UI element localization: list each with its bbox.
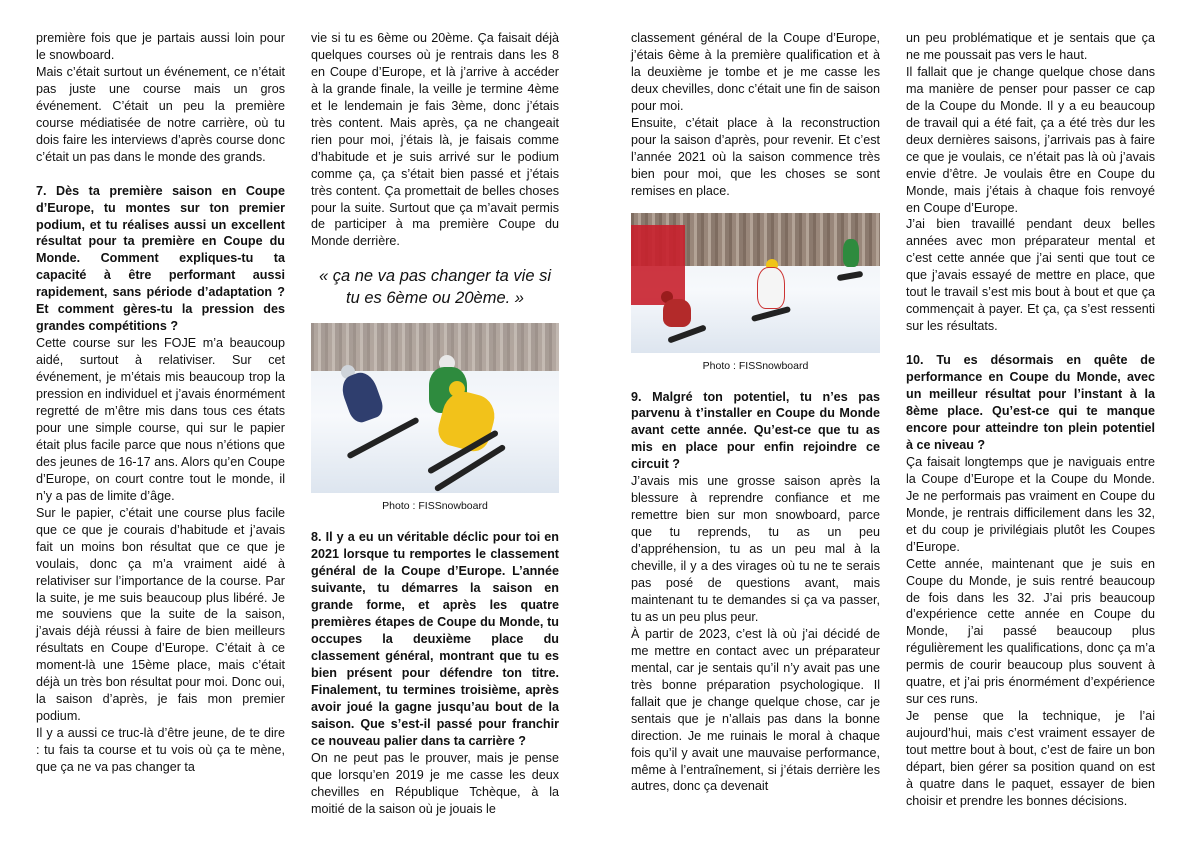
paragraph: J’avais mis une grosse saison après la blessure à reprendre confiance et me remettre bien sur mon snowboard, parce que tu reprends, tu as un peu d’appréhension, tu as un peu mal à la cheville, il y a des virages où tu ne te serais pas posé de questions avant, mais maintenant tu te demandes si ça va passer, tu as un peu plus peur. [631,474,880,624]
paragraph: Ensuite, c’était place à la reconstruction pour la saison d’après, pour revenir. Et c’est l’année 2021 où la saison commence très bien pour moi, que les choses se sont remises en place. [631,115,880,198]
paragraph: Cette course sur les FOJE m’a beaucoup aidé, surtout à relativiser. Sur cet événement, je m’étais mis beaucoup trop la pression en individuel et j’avais énormément regretté de m’être mis dans tous ces états pour une simple course, qui sur le papier était plus facile parce que nous n’étions que des jeunes de 16-17 ans. Alors qu’en Coupe d’Europe, on court contre tout le monde, il n’y a pas de limite d’âge. [36,336,285,503]
column-1 [36,30,285,776]
paragraph: Il fallait que je change quelque chose dans ma manière de penser pour passer ce cap de la Coupe du Monde. Il y a eu beaucoup de travail qui a été fait, ça a été très dur les deux dernières saisons, j’arrivais pas à faire ce que je voulais, ce n’était pas là où j’avais envie d’être. Je voulais être en Coupe du Monde, mais j’étais à chaque fois renvoyé en Coupe d’Europe. [906,64,1155,215]
question-8: 8. Il y a eu un véritable déclic pour toi en 2021 lorsque tu remportes le classement général de la Coupe d’Europe. L’année suivante, tu démarres la saison en grande forme, et après les quatre premières étapes de Coupe du Monde, tu occupes la deuxième place du classement général, montrant que tu es bien présent pour défendre ton titre. Finalement, tu termines troisième, après avoir joué la gagne jusqu’au bout de la saison. Que s’est-il passé pour franchir ce nouveau palier dans ta carrière ? [311,530,559,748]
paragraph: On ne peut pas le prouver, mais je pense que lorsqu’en 2019 je me casse les deux chevilles en République Tchèque, à la moitié de la saison où je jouais le [311,750,559,816]
paragraph: un peu problématique et je sentais que ça ne me poussait pas vers le haut. [906,31,1155,62]
question-9: 9. Malgré ton potentiel, tu n’es pas parvenu à t’installer en Coupe du Monde avant cette année. Qu’est-ce que tu as mis en place pour enfin rejoindre ce circuit ? [631,389,880,472]
column-4 [906,30,1155,810]
column-2 [311,30,559,818]
photo-caption: Photo : FISSnowboard [702,359,809,372]
paragraph: Je pense que la technique, je l’ai aujourd’hui, mais c’est vraiment essayer de tout mettre bout à bout, c’est de faire un bon départ, bien gérer sa position quand on est à quatre dans le paquet, essayer de bien choisir et prendre les bonnes décisions. [906,709,1155,808]
photo-caption: Photo : FISSnowboard [382,500,488,513]
question-10: 10. Tu es désormais en quête de performance en Coupe du Monde, avec un meilleur résultat pour l’instant à la 8ème place. Qu’est-ce qui te manque encore pour atteindre ton plein potentiel à ce niveau ? [906,353,1155,452]
paragraph: Ça faisait longtemps que je naviguais entre la Coupe d’Europe et la Coupe du Monde. Je ne performais pas vraiment en Coupe du Monde, je rentrais difficilement dans les 32, et du coup je privilégiais plutôt les Coupes d’Europe. [906,454,1155,554]
paragraph: première fois que je partais aussi loin pour le snowboard. [36,31,285,62]
column-3 [631,30,880,795]
paragraph: Il y a aussi ce truc-là d’être jeune, de te dire : tu fais ta course et tu vois où ça te mène, que ça ne va pas changer ta [36,726,285,775]
photo-snowboard-race-1 [311,323,559,493]
paragraph: Cette année, maintenant que je suis en Coupe du Monde, je suis rentré beaucoup de fois dans les 32. J’ai pris beaucoup d’expérience cette année en Coupe du Monde, j’ai passé beaucoup plus régulièrement les qualifications, donc ça m’a permis de courir beaucoup plus souvent à quatre, et j’ai pris énormément d’expérience sur ces runs. [906,556,1155,707]
paragraph: À partir de 2023, c’est là où j’ai décidé de me mettre en contact avec un préparateur mental, car je sentais qu’il n’y avait pas une très bonne préparation psychologique. Il fallait que je change quelque chose, car je sentais que je n’allais pas dans la bonne direction. Je me ruinais le moral à chaque fois qu’il y avait une mauvaise performance, même à l’entraînement, si j’étais derrière les autres, donc ça devenait [631,626,880,794]
paragraph: Mais c’était surtout un événement, ce n’était pas juste une course mais un gros événement. C’était un peu la première course médiatisée de notre carrière, où tu dois faire les interviews d’après course donc c’était un pas dans le monde des grands. [36,64,285,164]
paragraph: J’ai bien travaillé pendant deux belles années avec mon préparateur mental et c’est cette année que j’ai senti que tout ce que j’avais essayé de mettre en place, que tout le travail s’est mis bout à bout et que ça commençait à payer. Et ça, ça s’est ressenti sur les résultats. [906,217,1155,334]
pull-quote: « ça ne va pas changer ta vie si tu es 6ème ou 20ème. » [318,267,552,308]
paragraph: vie si tu es 6ème ou 20ème. Ça faisait déjà quelques courses où je rentrais dans les 8 en Coupe d’Europe, et là j’arrive à accéder à la grande finale, la veille je termine 4ème et le lendemain je fais 3ème, donc j’étais très content. Mais après, ça ne changeait rien pour moi, j’étais là, je faisais comme d’habitude et je suis arrivé sur le podium comme ça, ça s’était bien passé et j’étais très content. Ça promettait de belles choses pour la suite. Surtout que ça m’avait permis de participer à ma première Coupe du Monde derrière. [311,31,559,249]
paragraph: Sur le papier, c’était une course plus facile que ce que je courais d’habitude et j’avais fait un moins bon résultat que ce que je voulais, donc ça m’a vraiment aidé à relativiser sur l’importance de la course. Par la suite, je me suis beaucoup plus libéré. Je me souviens que la suite de la saison, j’avais déjà réussi à faire de bien meilleurs résultats en Coupe d’Europe. C’était à ce moment-là une 15ème place, mais c’était déjà un très bon résultat pour moi. Donc oui, la saison d’après, je fais mon premier podium. [36,505,285,724]
question-7: 7. Dès ta première saison en Coupe d’Europe, tu montes sur ton premier podium, et tu réalises aussi un excellent résultat pour ta première en Coupe du Monde. Comment expliques-tu ta capacité à être performant aussi rapidement, sans période d’adaptation ? Et comment gères-tu la pression des grandes compétitions ? [36,183,285,334]
paragraph: classement général de la Coupe d’Europe, j’étais 6ème à la première qualification et à la deuxième je tombe et je me casse les deux chevilles, donc c’était une fin de saison pour moi. [631,31,880,113]
photo-snowboard-race-2 [631,213,880,353]
